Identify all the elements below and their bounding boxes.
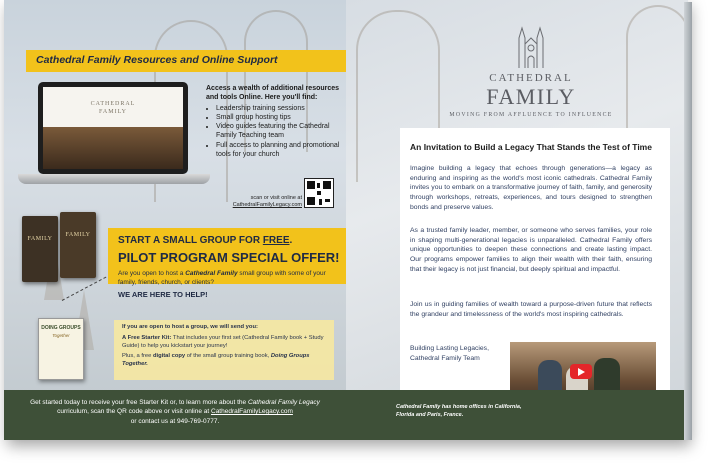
website-preview [43,87,183,169]
offer-suffix: . [289,235,293,246]
host-question [118,270,338,300]
signature-block [410,344,489,363]
offer-subheadline: PILOT PROGRAM SPECIAL OFFER! [118,250,340,265]
section-title: Cathedral Family Resources and Online Support [36,54,278,66]
footer-line2-text: curriculum, scan the QR code above or visit online at [57,408,211,416]
resources-intro: Access a wealth of additional resources and tools Online. Here you'll find: [206,85,340,102]
kit-description [122,335,328,351]
laptop-illustration [18,82,210,197]
left-page [4,0,346,440]
plus-mid: of the small group training book, [185,353,271,360]
book-title: FAMILY [27,236,53,242]
footer-band [4,390,688,440]
brochure-spread [4,0,688,440]
scan-caption [224,195,302,209]
starter-book-cover [38,318,84,380]
qr-code[interactable] [304,178,334,208]
resources-list [206,104,346,159]
help-callout: WE ARE HERE TO HELP! [118,289,208,299]
starter-book-subtitle: Together [52,333,70,338]
paragraph: Join us in guiding families of wealth toward a purpose-driven future that reflects the grandeur and timelessness of the world's most inspiring cathedrals. [410,301,652,318]
resources-title-bar [26,50,346,72]
starter-book-title: DOING GROUPS [41,325,81,331]
footer-line1 [14,398,336,407]
kit-heading: If you are open to host a group, we will send you: [122,324,258,330]
plus-prefix: Plus, a free [122,353,153,360]
play-button-icon[interactable] [570,364,592,379]
brand-tagline: MOVING FROM AFFLUENCE TO INFLUENCE [449,112,613,118]
starter-kit-content [122,324,328,369]
laptop-logo-line1: CATHEDRAL [90,101,136,107]
list-item: • Small group hosting tips [216,113,346,122]
scan-text: scan or visit online at [250,195,302,201]
footer-line2 [14,407,336,416]
footer-cta [14,398,336,426]
footer-website-link[interactable]: CathedralFamilyLegacy.com [211,408,293,416]
offer-headline [118,235,292,246]
website-link[interactable]: CathedralFamilyLegacy.com [232,202,302,209]
book-cover-back [22,216,58,282]
cathedral-logo-icon [516,24,546,68]
laptop-screen [38,82,188,174]
signature-line2: Cathedral Family Team [410,354,480,362]
list-item: • Leadership training sessions [216,104,346,113]
footer-line1-text: Get started today to receive your free Starter Kit or, to learn more about the [30,399,248,406]
starter-kit-box [114,320,334,380]
question-part1: Are you open to host a [118,270,186,277]
laptop-logo-line2: FAMILY [99,109,127,115]
kit-text: That includes your first set (Cathedral Family book + Study Guide) to help you kickstart your journey! [122,334,324,349]
kit-plus [122,353,328,369]
kit-label: A Free Starter Kit: [122,334,172,341]
plus-bold: digital copy [152,353,186,360]
book-title: FAMILY [65,232,91,238]
laptop-base [18,174,210,184]
brand-name-line1: CATHEDRAL [489,72,573,84]
signature-line1: Building Lasting Legacies, [410,345,489,352]
list-item: • Full access to planning and promotional tools for your church [216,141,346,159]
footer-line1-brand: Cathedral Family Legacy [247,399,320,406]
paragraph: Imagine building a legacy that echoes through generations—a legacy as enduring and inspiring as the world's most iconic cathedrals. Cathedral Family invites you to embark on a transformative journey of faith, family, and generosity through workshops, retreats, experiences, and tours designed to strengthen bonds and preserve values. [410,165,652,211]
book-cover-front [60,212,96,278]
question-brand: Cathedral Family [185,270,238,277]
invitation-panel [400,128,670,390]
brand-name-line2: FAMILY [486,84,576,109]
office-locations-note: Cathedral Family has home offices in California, Florida and Paris, France. [396,404,522,418]
cathedral-hall-image [43,127,183,169]
resources-list-block [206,84,346,159]
plus-title: Doing Groups Together. [122,353,310,368]
question-part2: small group with some of your family, friends, church, or clients? [118,270,326,286]
paragraph: As a trusted family leader, member, or someone who serves families, your role in shaping multi-generational legacies is unparalleled. Cathedral Family offers unique opportunities to deepen these connections and create lasting impact. Our programs empower families to align their wealth with their faith, ensuring that their legacy is not just financial, but deeply spiritual and impactful. [410,227,652,273]
offer-prefix: START A SMALL GROUP FOR [118,235,263,246]
list-item: • Video guides featuring the Cathedral Family Teaching team [216,122,346,140]
page-edge-shadow [684,2,692,440]
invitation-heading: An Invitation to Build a Legacy That Stands the Test of Time [410,142,652,152]
host-question-text [118,270,338,288]
offer-free: FREE [262,235,290,246]
footer-line3: or contact us at 949-769-0777. [130,417,220,425]
